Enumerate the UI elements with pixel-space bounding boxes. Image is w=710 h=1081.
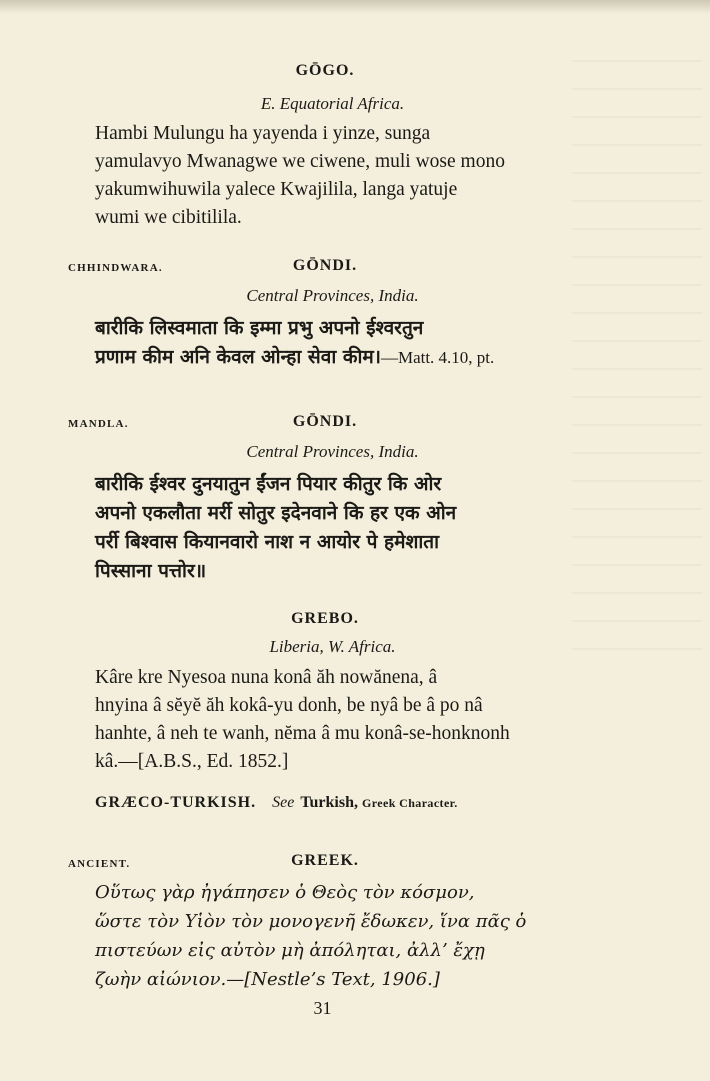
language-heading: GREBO. xyxy=(291,610,359,627)
text-line: बारीकि लिस्वमाता कि इम्मा प्रभु अपनो ईश्वरतुन xyxy=(95,317,424,339)
text-line: Kâre kre Nyesoa nuna konâ ăh nowănena, â xyxy=(95,667,438,688)
text-line: ζωὴν αἰώνιον.—[Nestle’s Text, 1906.] xyxy=(95,969,440,990)
region-label: E. Equatorial Africa. xyxy=(260,94,405,113)
language-heading: GŌNDI. xyxy=(292,257,358,274)
dialect-label: MANDLA. xyxy=(68,418,129,430)
dialect-label: CHHINDWARA. xyxy=(68,262,163,274)
translation-text xyxy=(95,878,575,994)
see-label: See xyxy=(272,794,295,811)
translation-text xyxy=(95,664,575,776)
text-line: पर्री बिश्वास कियानवारो नाश न आयोर पे हमेशाता xyxy=(95,531,440,553)
page-top-edge xyxy=(0,0,710,14)
text-line xyxy=(95,343,575,372)
text-line: ὥστε τὸν Υἱὸν τὸν μονογενῆ ἔδωκεν, ἵνα πᾶς ὁ xyxy=(95,911,527,932)
text-line: kâ.—[A.B.S., Ed. 1852.] xyxy=(95,751,289,772)
text-line: wumi we cibitilila. xyxy=(95,207,242,228)
translation-text xyxy=(95,470,575,586)
text-line: πιστεύων εἰς αὐτὸν μὴ ἀπόληται, ἀλλ’ ἔχῃ xyxy=(95,940,485,961)
language-heading: GŌGO. xyxy=(295,62,355,79)
text-line: अपनो एकलौता मर्री सोतुर इदेनवाने कि हर एक ओन xyxy=(95,502,457,524)
character-note: Greek Character. xyxy=(362,796,458,810)
page-number: 31 xyxy=(313,998,332,1018)
text-line: बारीकि ईश्वर दुनयातुन ईंजन पियार कीतुर कि ओर xyxy=(95,473,442,495)
text-line: yamulavyo Mwanagwe we ciwene, muli wose mono xyxy=(95,151,505,172)
text-line: Οὕτως γὰρ ἠγάπησεν ὁ Θεὸς τὸν κόσμον, xyxy=(95,882,475,903)
language-heading: GŌNDI. xyxy=(292,413,358,430)
region-label: Central Provinces, India. xyxy=(246,442,419,461)
cross-reference-target: Turkish, xyxy=(300,794,358,811)
region-label: Central Provinces, India. xyxy=(246,286,419,305)
cross-reference-entry xyxy=(95,794,458,812)
show-through-text xyxy=(572,60,702,660)
text-line: Hambi Mulungu ha yayenda i yinze, sunga xyxy=(95,123,431,144)
language-heading: GREEK. xyxy=(291,852,359,869)
translation-text xyxy=(95,314,575,372)
translation-text xyxy=(95,120,575,232)
text-line: yakumwihuwila yalece Kwajilila, langa yatuje xyxy=(95,179,458,200)
language-heading: GRÆCO-TURKISH. xyxy=(95,794,257,811)
text-line: पिस्साना पत्तोर॥ xyxy=(95,560,207,582)
region-label: Liberia, W. Africa. xyxy=(269,637,396,656)
text-line-segment: प्रणाम कीम अनि केवल ओन्हा सेवा कीम। xyxy=(95,346,381,368)
text-line: hanhte, â neh te wanh, nĕma â mu konâ-se-honknonh xyxy=(95,723,510,744)
text-line: hnyina â sĕyĕ ăh kokâ-yu donh, be nyâ be â po nâ xyxy=(95,695,483,716)
dialect-label: ANCIENT. xyxy=(68,858,131,870)
scripture-reference: —Matt. 4.10, pt. xyxy=(380,348,495,367)
